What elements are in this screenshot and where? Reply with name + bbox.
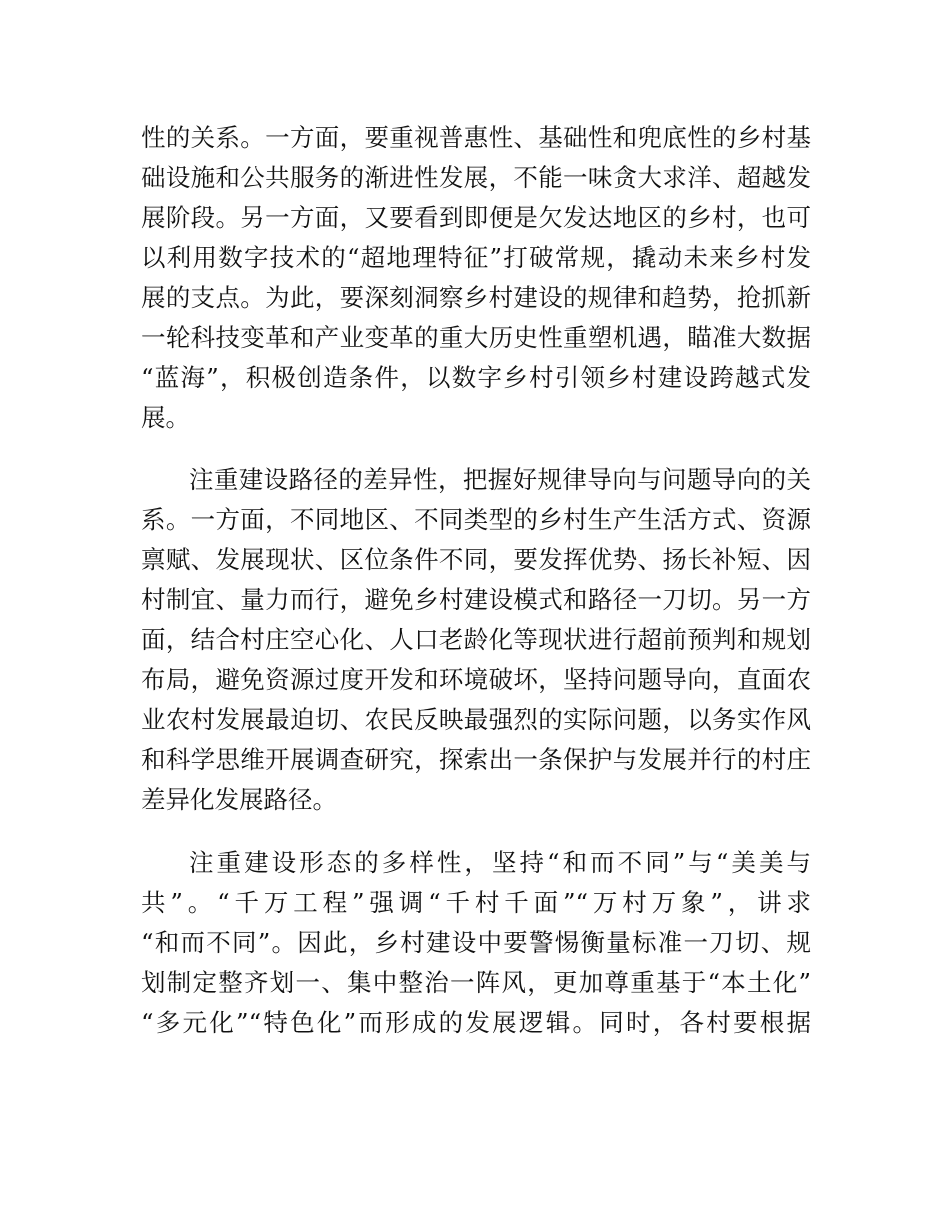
paragraph-2-line-3: 禀赋、发展现状、区位条件不同，要发挥优势、扬长补短、因 xyxy=(141,545,811,574)
paragraph-2-line-5: 面，结合村庄空心化、人口老龄化等现状进行超前预判和规划 xyxy=(141,625,811,654)
paragraph-2-line-9: 差异化发展路径。 xyxy=(141,785,337,814)
paragraph-2-line-1: 注重建设路径的差异性，把握好规律导向与问题导向的关 xyxy=(189,465,811,494)
paragraph-2-line-6: 布局，避免资源过度开发和环境破坏，坚持问题导向，直面农 xyxy=(141,665,811,694)
paragraph-1-line-3: 展阶段。另一方面，又要看到即便是欠发达地区的乡村，也可 xyxy=(141,203,811,232)
paragraph-1-line-5: 展的支点。为此，要深刻洞察乡村建设的规律和趋势，抢抓新 xyxy=(141,283,811,312)
paragraph-3-line-1: 注重建设形态的多样性，坚持“和而不同”与“美美与 xyxy=(189,848,811,877)
paragraph-2-line-7: 业农村发展最迫切、农民反映最强烈的实际问题，以务实作风 xyxy=(141,705,811,734)
paragraph-1-line-2: 础设施和公共服务的渐进性发展，不能一味贪大求洋、超越发 xyxy=(141,163,811,192)
paragraph-2-line-8: 和科学思维开展调查研究，探索出一条保护与发展并行的村庄 xyxy=(141,745,811,774)
paragraph-3-line-5: “多元化”“特色化”而形成的发展逻辑。同时，各村要根据 xyxy=(141,1008,811,1037)
paragraph-2-line-4: 村制宜、量力而行，避免乡村建设模式和路径一刀切。另一方 xyxy=(141,585,811,614)
paragraph-2-line-2: 系。一方面，不同地区、不同类型的乡村生产生活方式、资源 xyxy=(141,505,811,534)
paragraph-3-line-4: 划制定整齐划一、集中整治一阵风，更加尊重基于“本土化” xyxy=(141,968,811,997)
paragraph-1-line-1: 性的关系。一方面，要重视普惠性、基础性和兜底性的乡村基 xyxy=(141,123,811,152)
paragraph-1-line-7: “蓝海”，积极创造条件，以数字乡村引领乡村建设跨越式发 xyxy=(141,363,811,392)
paragraph-1-line-8: 展。 xyxy=(141,403,190,432)
paragraph-1-line-6: 一轮科技变革和产业变革的重大历史性重塑机遇，瞄准大数据 xyxy=(141,323,811,352)
paragraph-3-line-2: 共”。“千万工程”强调“千村千面”“万村万象”，讲求 xyxy=(141,888,811,917)
paragraph-1-line-4: 以利用数字技术的“超地理特征”打破常规，撬动未来乡村发 xyxy=(141,243,811,272)
paragraph-3-line-3: “和而不同”。因此，乡村建设中要警惕衡量标准一刀切、规 xyxy=(141,928,811,957)
